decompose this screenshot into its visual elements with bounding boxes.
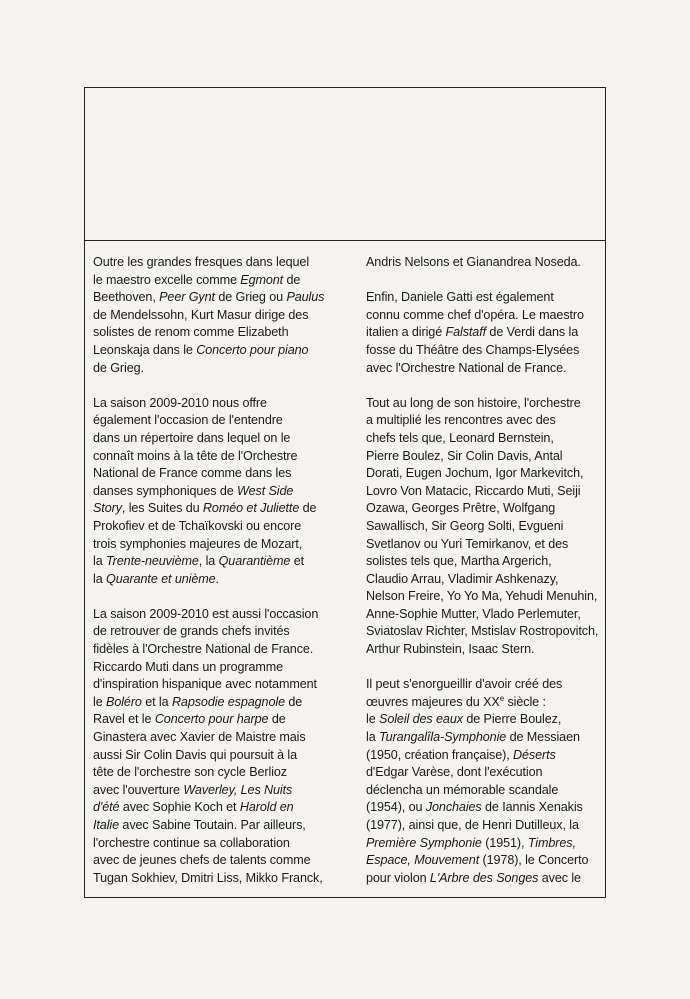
italic-title: Rapsodie espagnole (171, 694, 285, 709)
paragraph (93, 606, 337, 888)
text-line (366, 518, 606, 536)
text-line (366, 799, 606, 817)
text-line (93, 764, 337, 782)
text-line (366, 606, 606, 624)
text-line (366, 623, 606, 641)
text-run: le (366, 712, 380, 727)
italic-title: Story (93, 501, 122, 516)
text-run: Sviatoslav Richter, Mstislav Rostropovitch, (366, 624, 599, 639)
text-line (366, 694, 606, 712)
text-run: et la (141, 694, 172, 709)
text-line (366, 835, 606, 853)
text-run: Riccardo Muti dans un programme (93, 659, 284, 674)
text-line (366, 641, 606, 659)
text-run: pour violon (366, 870, 430, 885)
text-run: et (290, 554, 304, 569)
text-line (93, 289, 337, 307)
text-run: chefs tels que, Leonard Bernstein, (366, 430, 554, 445)
text-run: de Grieg ou (214, 290, 287, 305)
text-line (93, 412, 337, 430)
text-run: de Mendelssohn, Kurt Masur dirige des (93, 307, 309, 322)
text-run: Ozawa, Georges Prêtre, Wolfgang (366, 501, 556, 516)
text-run: de (283, 272, 301, 287)
italic-title: d'été (93, 800, 120, 815)
text-run: Dorati, Eugen Jochum, Igor Markevitch, (366, 466, 584, 481)
text-run: avec Sophie Koch et (119, 800, 240, 815)
text-run: Andris Nelsons et Gianandrea Noseda. (366, 255, 581, 269)
text-run: avec l'Orchestre National de France. (366, 360, 567, 375)
text-line (93, 360, 337, 378)
text-run: d'Edgar Varèse, dont l'exécution (366, 765, 543, 780)
italic-title: Soleil des eaux (379, 712, 463, 727)
text-run: (1951), (481, 835, 528, 850)
text-line (93, 553, 337, 571)
text-run: Il peut s'enorgueillir d'avoir créé des (366, 677, 563, 692)
text-run: La saison 2009-2010 est aussi l'occasion (93, 606, 319, 621)
text-run: de Iannis Xenakis (481, 800, 583, 815)
text-run: siècle : (504, 694, 546, 709)
text-line (93, 324, 337, 342)
text-run: la (366, 730, 380, 745)
text-run: connaît moins à la tête de l'Orchestre (93, 448, 298, 463)
text-line (366, 852, 606, 870)
text-line (93, 571, 337, 589)
text-line (93, 817, 337, 835)
text-run: de Grieg. (93, 360, 144, 375)
text-line (366, 289, 606, 307)
text-run: Enfin, Daniele Gatti est également (366, 290, 554, 305)
italic-title: Egmont (240, 272, 284, 287)
text-line (366, 571, 606, 589)
italic-title: Concerto pour piano (196, 342, 309, 357)
text-run: Ravel et le (93, 712, 155, 727)
text-run: de Pierre Boulez, (462, 712, 562, 727)
text-line (93, 782, 337, 800)
paragraph (93, 254, 337, 377)
text-run: Nelson Freire, Yo Yo Ma, Yehudi Menuhin, (366, 589, 598, 604)
text-run: connu comme chef d'opéra. Le maestro (366, 307, 584, 322)
italic-title: Turangalîla-Symphonie (379, 730, 507, 745)
italic-title: West Side (237, 483, 294, 498)
text-run: Tugan Sokhiev, Dmitri Liss, Mikko Franck, (93, 870, 323, 885)
text-run: Prokofiev et de Tchaïkovski ou encore (93, 518, 302, 533)
italic-title: L'Arbre des Songes (429, 870, 539, 885)
text-line (366, 588, 606, 606)
text-line (366, 360, 606, 378)
text-run: solistes tels que, Martha Argerich, (366, 554, 552, 569)
text-run: , les Suites du (121, 501, 203, 516)
text-run: de (299, 501, 317, 516)
italic-title: Quarante et unième (106, 571, 216, 586)
text-run: (1954), ou (366, 800, 426, 815)
paragraph (366, 289, 606, 377)
text-run: également l'occasion de l'entendre (93, 413, 283, 428)
text-line (366, 395, 606, 413)
text-line (93, 606, 337, 624)
text-line (366, 324, 606, 342)
text-run: (1977), ainsi que, de Henri Dutilleux, la (366, 818, 579, 832)
text-run: dans un répertoire dans lequel on le (93, 430, 291, 445)
text-line (366, 747, 606, 765)
text-line (366, 676, 606, 694)
text-line (93, 676, 337, 694)
text-line (93, 272, 337, 290)
text-run: danses symphoniques de (93, 483, 238, 498)
text-run: œuvres majeures du XX (366, 694, 500, 709)
text-line (366, 553, 606, 571)
text-run: avec le (538, 870, 581, 885)
text-run: la (93, 554, 107, 569)
italic-title: Harold en (239, 800, 294, 815)
text-run: Claudio Arrau, Vladimir Ashkenazy, (366, 571, 559, 586)
text-run: de (268, 712, 286, 727)
text-run: National de France comme dans les (93, 466, 292, 481)
text-run: . (215, 571, 219, 586)
text-line (366, 782, 606, 800)
paragraph (366, 676, 606, 887)
italic-title: Falstaff (445, 325, 487, 340)
text-line (366, 536, 606, 554)
text-run: Anne-Sophie Mutter, Vlado Perlemuter, (366, 606, 581, 621)
text-run: Outre les grandes fresques dans lequel (93, 255, 310, 269)
text-line (93, 870, 337, 888)
text-run: de Verdi dans la (486, 325, 579, 340)
italic-title: Timbres, (527, 835, 576, 850)
text-line (93, 835, 337, 853)
text-line (366, 307, 606, 325)
text-line (93, 623, 337, 641)
text-line (366, 465, 606, 483)
text-line (366, 430, 606, 448)
text-run: la (93, 571, 107, 586)
text-line (366, 764, 606, 782)
text-run: Svetlanov ou Yuri Temirkanov, et des (366, 536, 569, 551)
italic-title: Paulus (286, 290, 325, 305)
text-line (93, 254, 337, 272)
paragraph (366, 395, 606, 659)
text-line (366, 254, 606, 272)
text-line (93, 747, 337, 765)
paragraph (93, 395, 337, 589)
right-column (366, 254, 606, 905)
text-line (366, 817, 606, 835)
text-line (93, 465, 337, 483)
text-line (366, 729, 606, 747)
text-line (93, 852, 337, 870)
italic-title: Roméo et Juliette (202, 501, 300, 516)
text-run: a multiplié les rencontres avec des (366, 413, 556, 428)
text-line (93, 641, 337, 659)
text-run: aussi Sir Colin Davis qui poursuit à la (93, 747, 297, 762)
text-run: Tout au long de son histoire, l'orchestre (366, 395, 581, 410)
text-run: de Messiaen (506, 730, 580, 745)
italic-title: Première Symphonie (366, 835, 482, 850)
text-line (366, 342, 606, 360)
text-line (93, 448, 337, 466)
text-line (93, 307, 337, 325)
text-run: Pierre Boulez, Sir Colin Davis, Antal (366, 448, 563, 463)
text-run: , la (198, 554, 219, 569)
text-run: Sawallisch, Sir Georg Solti, Evgueni (366, 518, 564, 533)
text-line (93, 711, 337, 729)
text-run: La saison 2009-2010 nous offre (93, 395, 267, 410)
italic-title: Espace, Mouvement (366, 853, 480, 868)
text-line (366, 500, 606, 518)
italic-title: Italie (93, 818, 120, 832)
italic-title: Trente-neuvième (106, 554, 199, 569)
header-divider (85, 240, 605, 241)
text-run: tête de l'orchestre son cycle Berlioz (93, 765, 288, 780)
text-run: solistes de renom comme Elizabeth (93, 325, 289, 340)
text-run: Lovro Von Matacic, Riccardo Muti, Seiji (366, 483, 581, 498)
text-run: Ginastera avec Xavier de Maistre mais (93, 730, 306, 745)
text-run: d'inspiration hispanique avec notamment (93, 677, 317, 692)
text-run: Arthur Rubinstein, Isaac Stern. (366, 642, 535, 657)
italic-title: Boléro (106, 694, 142, 709)
page-frame (84, 87, 606, 898)
text-run: Leonskaja dans le (93, 342, 197, 357)
text-run: italien a dirigé (366, 325, 446, 340)
text-line (93, 799, 337, 817)
text-run: l'orchestre continue sa collaboration (93, 835, 290, 850)
italic-title: Jonchaies (425, 800, 482, 815)
italic-title: Waverley, Les Nuits (183, 782, 293, 797)
text-line (366, 412, 606, 430)
italic-title: Déserts (513, 747, 556, 762)
text-run: (1978), le Concerto (479, 853, 589, 868)
text-line (366, 448, 606, 466)
text-line (93, 659, 337, 677)
text-run: de retrouver de grands chefs invités (93, 624, 290, 639)
text-line (366, 870, 606, 888)
paragraph (366, 254, 606, 272)
text-run: de (284, 694, 303, 709)
text-line (93, 694, 337, 712)
text-line (93, 729, 337, 747)
text-line (93, 536, 337, 554)
text-line (93, 395, 337, 413)
text-run: Beethoven, (93, 290, 160, 305)
text-run: déclencha un mémorable scandale (366, 782, 559, 797)
text-line (93, 430, 337, 448)
text-line (93, 483, 337, 501)
text-line (366, 483, 606, 501)
text-line (93, 342, 337, 360)
italic-title: Quarantième (218, 554, 291, 569)
italic-title: Concerto pour harpe (154, 712, 269, 727)
text-run: (1950, création française), (366, 747, 514, 762)
text-run: avec Sabine Toutain. Par ailleurs, (119, 818, 306, 832)
text-run: le maestro excelle comme (93, 272, 241, 287)
text-run: avec l'ouverture (93, 782, 184, 797)
text-run: e (499, 693, 505, 703)
italic-title: Peer Gynt (159, 290, 215, 305)
text-run: le (93, 694, 107, 709)
text-line (366, 711, 606, 729)
text-line (93, 500, 337, 518)
left-column (93, 254, 337, 905)
text-run: fosse du Théâtre des Champs-Elysées (366, 342, 580, 357)
text-run: fidèles à l'Orchestre National de France. (93, 642, 314, 657)
text-run: trois symphonies majeures de Mozart, (93, 536, 303, 551)
text-run: avec de jeunes chefs de talents comme (93, 853, 311, 868)
text-line (93, 518, 337, 536)
